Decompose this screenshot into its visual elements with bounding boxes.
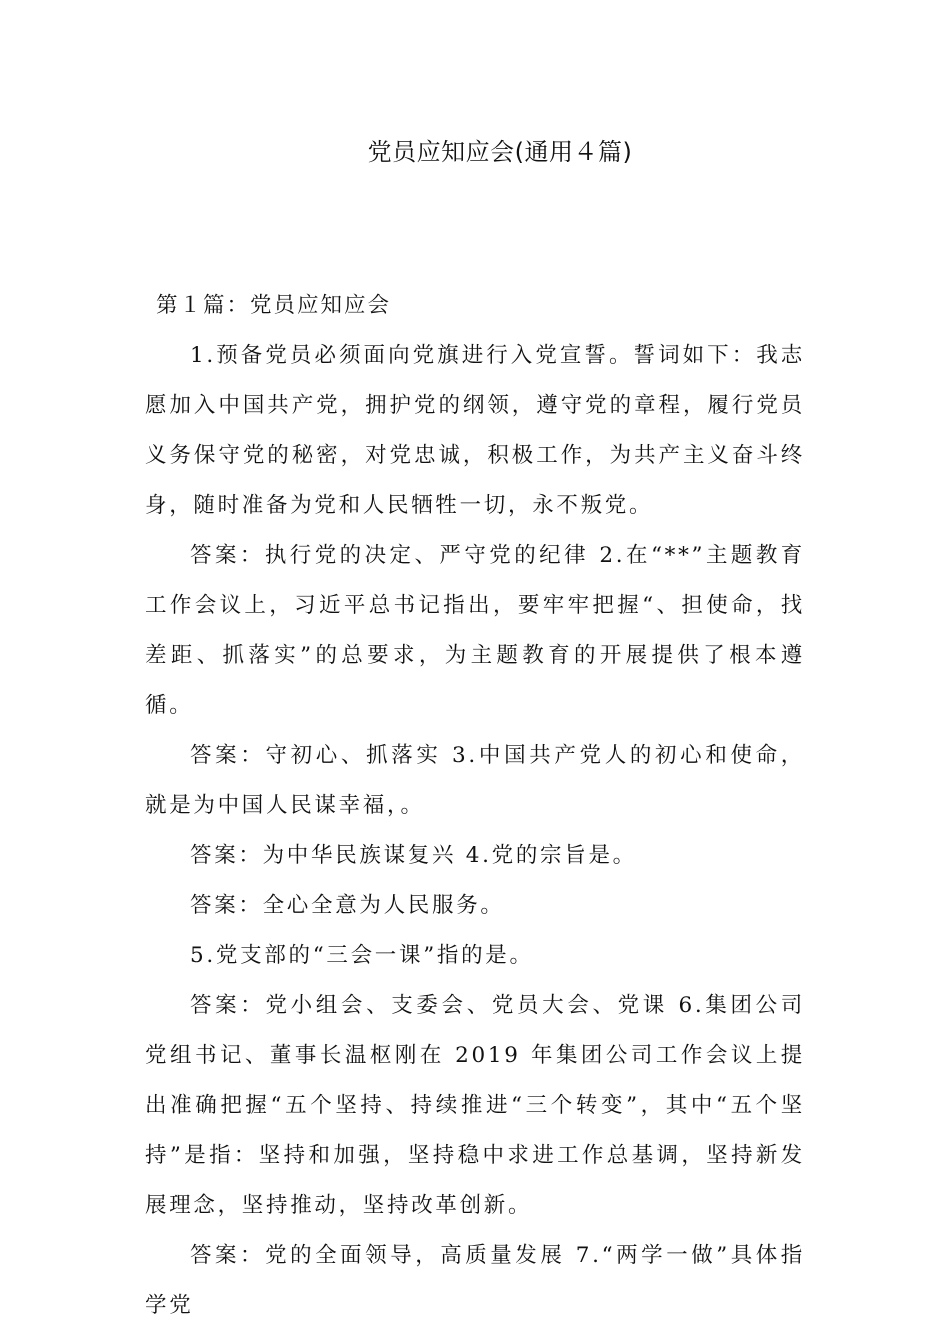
paragraph-4: 答案：为中华民族谋复兴 4.党的宗旨是。 — [190, 843, 637, 868]
paragraph-7: 答案：党小组会、支委会、党员大会、党课 6.集团公司党组书记、董事长温枢刚在 2019 年集团公司工作会议上提出准确把握“五个坚持、持续推进“三个转变”，其中“五个坚持”是指：坚持和加强，坚持稳中求进工作总基调，坚持新发展理念，坚持推动，坚持改革创新。 — [145, 993, 805, 1218]
paragraph-3: 答案：守初心、抓落实 3.中国共产党人的初心和使命，就是为中国人民谋幸福，。 — [145, 743, 805, 818]
paragraph-6: 5.党支部的“三会一课”指的是。 — [190, 943, 534, 968]
section-heading: 第１篇：党员应知应会 — [156, 293, 392, 318]
paragraph-2: 答案：执行党的决定、严守党的纪律 2.在“**”主题教育工作会议上，习近平总书记指出，要牢牢把握“、担使命，找差距、抓落实”的总要求，为主题教育的开展提供了根本遵循。 — [145, 543, 805, 718]
document-body — [145, 281, 805, 1331]
paragraph-8: 答案：党的全面领导，高质量发展 7.“两学一做”具体指学党 — [145, 1243, 805, 1318]
document-title: 党员应知应会(通用４篇) — [367, 138, 633, 166]
paragraph-1: 1.预备党员必须面向党旗进行入党宣誓。誓词如下：我志愿加入中国共产党，拥护党的纲领，遵守党的章程，履行党员义务保守党的秘密，对党忠诚，积极工作，为共产主义奋斗终身，随时准备为党和人民牺牲一切，永不叛党。 — [145, 343, 805, 518]
paragraph-5: 答案：全心全意为人民服务。 — [190, 893, 505, 918]
